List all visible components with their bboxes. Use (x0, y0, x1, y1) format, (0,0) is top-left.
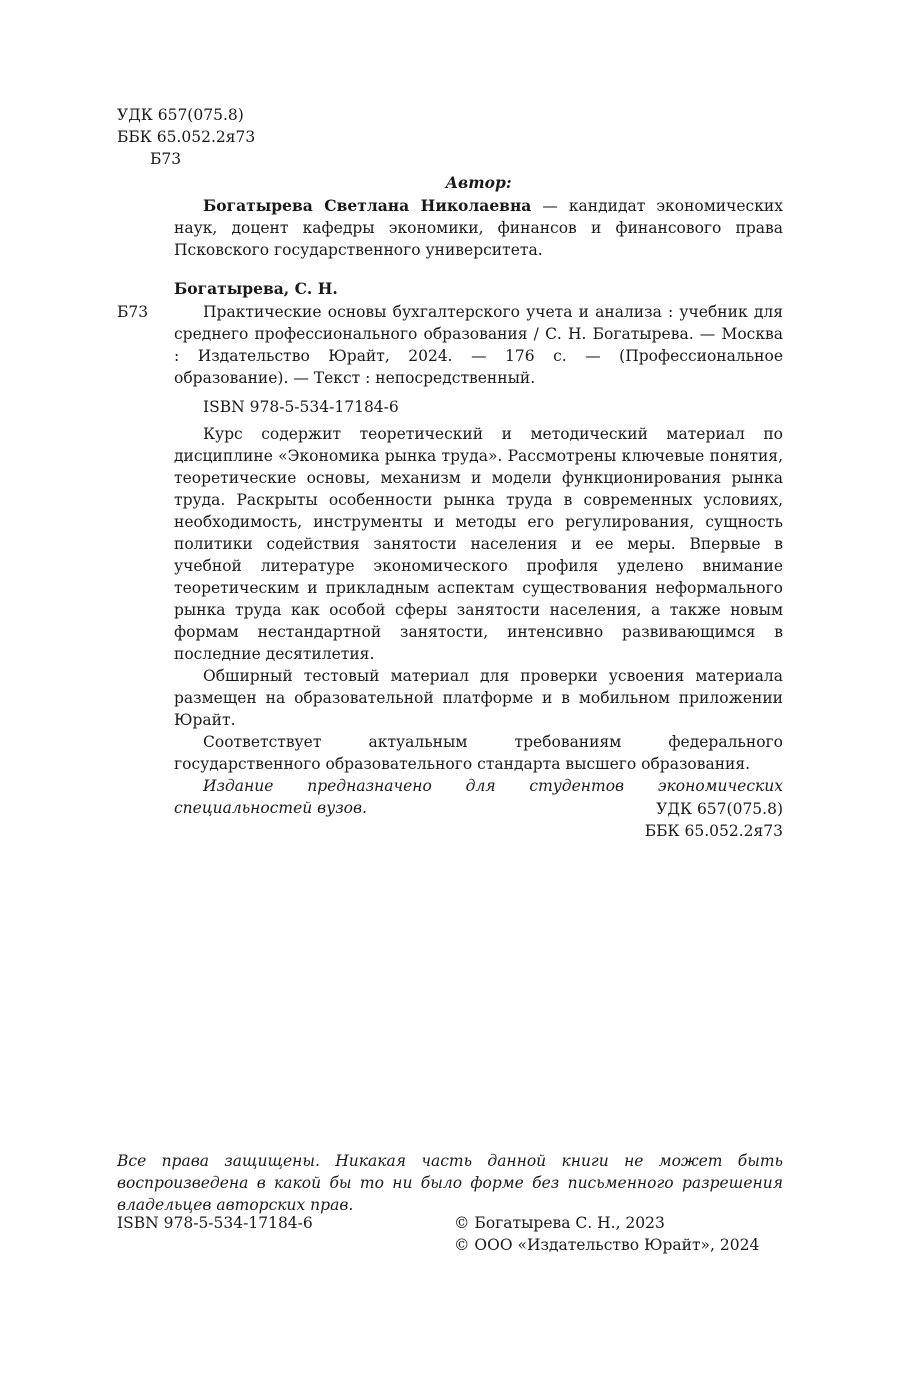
isbn: ISBN 978-5-534-17184-6 (203, 398, 399, 416)
annotation-paragraph-3: Соответствует актуальным требованиям федерального государственного образовательного стандарта высшего образования. (174, 733, 783, 773)
annotation-paragraph-4: Издание предназначено для студентов экономических специальностей вузов. (174, 777, 783, 817)
bbk-code: ББК 65.052.2я73 (117, 128, 256, 146)
author-bio (174, 195, 783, 261)
author-mark: Б73 (150, 150, 182, 168)
udk-code: УДК 657(075.8) (117, 106, 244, 124)
annotation (174, 423, 783, 819)
rights-notice: Все права защищены. Никакая часть данной книги не может быть воспроизведена в какой бы то ни было форме без письменного разрешения владельцев авторских прав. (117, 1152, 783, 1214)
closing-bbk: ББК 65.052.2я73 (644, 822, 783, 840)
copyright-author: © Богатырева С. Н., 2023 (454, 1214, 665, 1232)
author-description: — кандидат экономических наук, доцент кафедры экономики, финансов и финансового права Псковского государственного университета. (174, 197, 783, 259)
closing-classification (500, 798, 783, 842)
bibliographic-margin-code: Б73 (117, 303, 149, 321)
author-heading: Автор: (445, 173, 512, 192)
closing-udk: УДК 657(075.8) (656, 800, 783, 818)
annotation-paragraph-2: Обширный тестовый материал для проверки усвоения материала размещен на образовательной платформе и в мобильном приложении Юрайт. (174, 667, 783, 729)
copyright-block (454, 1212, 759, 1256)
copyright-publisher: © ООО «Издательство Юрайт», 2024 (454, 1236, 760, 1254)
bibliographic-description: Практические основы бухгалтерского учета и анализа : учебник для среднего профессионального образования / С. Н. Богатырева. — Москва : Издательство Юрайт, 2024. — 176 с. — (Профессиональное образование). — Текст : непосредственный. (174, 303, 783, 387)
footer-isbn: ISBN 978-5-534-17184-6 (117, 1214, 313, 1232)
author-name: Богатырева Светлана Николаевна (203, 196, 532, 215)
annotation-paragraph-1: Курс содержит теоретический и методический материал по дисциплине «Экономика рынка труда». Рассмотрены ключевые понятия, теоретические основы, механизм и модели функционирования рынка труда. Раскрыты особенности рынка труда в современных условиях, необходимость, инструменты и методы его регулирования, сущность политики содействия занятости населения и ее меры. Впервые в учебной литературе экономического профиля уделено внимание теоретическим и прикладным аспектам существования неформального рынка труда как особой сферы занятости населения, а также новым формам нестандартной занятости, интенсивно развивающимся в последние десятилетия. (174, 425, 783, 663)
classification-block (117, 104, 417, 170)
bibliographic-heading: Богатырева, С. Н. (174, 279, 338, 298)
